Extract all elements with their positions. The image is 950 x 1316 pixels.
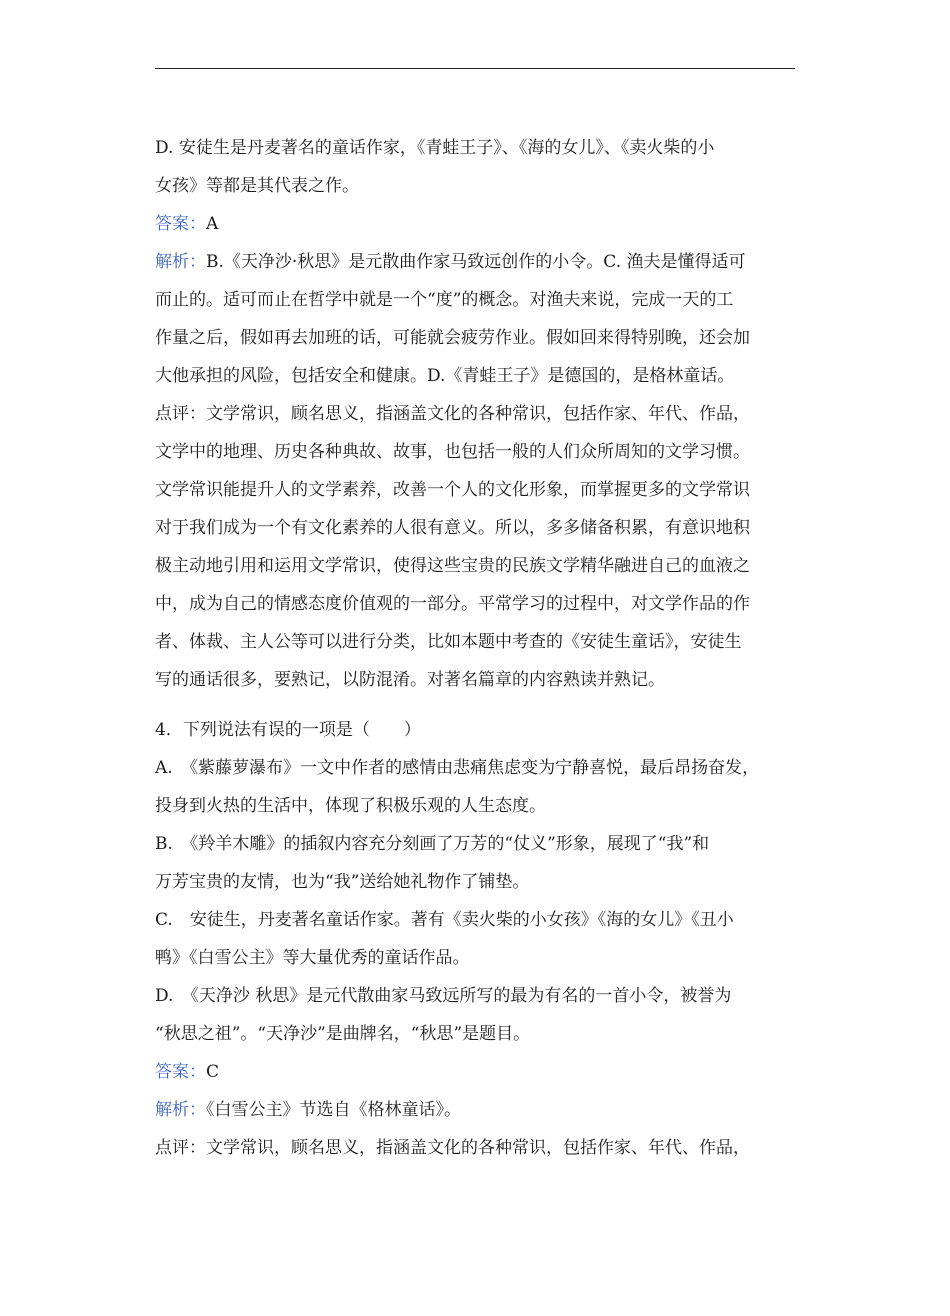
line-text: “秋思之祖”。“天净沙”是曲牌名，“秋思”是题目。 <box>155 1024 531 1044</box>
text-line <box>155 213 815 235</box>
line-text: 鸭》《白雪公主》等大量优秀的童话作品。 <box>155 948 470 968</box>
line-text: 大他承担的风险，包括安全和健康。D.《青蛙王子》是德国的，是格林童话。 <box>155 366 735 386</box>
line-text: 投身到火热的生活中，体现了积极乐观的人生态度。 <box>155 796 546 816</box>
text-line <box>155 289 815 311</box>
line-text: 对于我们成为一个有文化素养的人很有意义。所以，多多储备积累，有意识地积 <box>155 518 750 538</box>
text-line <box>155 909 815 931</box>
text-line <box>155 327 815 349</box>
text-line <box>155 441 815 463</box>
text-line <box>155 833 815 855</box>
line-text: 《白雪公主》节选自《格林童话》。 <box>206 1100 461 1120</box>
text-line <box>155 1061 815 1083</box>
line-text: 中，成为自己的情感态度价值观的一部分。平常学习的过程中，对文学作品的作 <box>155 594 750 614</box>
line-text: 而止的。适可而止在哲学中就是一个“度”的概念。对渔夫来说，完成一天的工 <box>155 290 734 310</box>
line-text: A <box>206 214 219 234</box>
text-line <box>155 985 815 1007</box>
line-text: 写的通话很多，要熟记，以防混淆。对著名篇章的内容熟读并熟记。 <box>155 670 665 690</box>
line-text: 女孩》等都是其代表之作。 <box>155 176 359 196</box>
text-line <box>155 479 815 501</box>
text-line <box>155 631 815 653</box>
text-line <box>155 1023 815 1045</box>
line-text: 极主动地引用和运用文学常识，使得这些宝贵的民族文学精华融进自己的血液之 <box>155 556 750 576</box>
line-text: B. 《羚羊木雕》的插叙内容充分刻画了万芳的“仗义”形象，展现了“我”和 <box>155 834 710 854</box>
text-line <box>155 757 815 779</box>
line-text: 者、体裁、主人公等可以进行分类，比如本题中考查的《安徒生童话》，安徒生 <box>155 632 742 652</box>
text-line <box>155 719 815 741</box>
line-text: 作量之后，假如再去加班的话，可能就会疲劳作业。假如回来得特别晚，还会加 <box>155 328 750 348</box>
line-text: C <box>206 1062 220 1082</box>
text-line <box>155 555 815 577</box>
line-text: 文学常识能提升人的文学素养，改善一个人的文化形象，而掌握更多的文学常识 <box>155 480 750 500</box>
text-line <box>155 403 815 425</box>
analysis-label: 解析： <box>155 1100 206 1120</box>
line-text: B.《天净沙·秋思》是元散曲作家马致远创作的小令。C. 渔夫是懂得适可 <box>206 252 746 272</box>
header-rule <box>155 68 795 69</box>
line-text: D. 安徒生是丹麦著名的童话作家，《青蛙王子》、《海的女儿》、《卖火柴的小 <box>155 138 715 158</box>
line-text: A. 《紫藤萝瀑布》一文中作者的感情由悲痛焦虑变为宁静喜悦，最后昂扬奋发， <box>155 758 760 778</box>
line-text: 点评：文学常识，顾名思义，指涵盖文化的各种常识，包括作家、年代、作品， <box>155 404 750 424</box>
answer-label: 答案： <box>155 1062 206 1082</box>
text-line <box>155 137 815 159</box>
text-line <box>155 669 815 691</box>
text-line <box>155 947 815 969</box>
line-text: 4．下列说法有误的一项是（ ） <box>155 720 421 740</box>
text-line <box>155 517 815 539</box>
text-line <box>155 251 815 273</box>
text-line <box>155 795 815 817</box>
text-line <box>155 1137 815 1159</box>
analysis-label: 解析： <box>155 252 206 272</box>
text-line <box>155 1099 815 1121</box>
line-text: 点评：文学常识，顾名思义，指涵盖文化的各种常识，包括作家、年代、作品， <box>155 1138 750 1158</box>
line-text: 万芳宝贵的友情，也为“我”送给她礼物作了铺垫。 <box>155 872 530 892</box>
text-line <box>155 871 815 893</box>
line-text: C. 安徒生，丹麦著名童话作家。著有《卖火柴的小女孩》《海的女儿》《丑小 <box>155 910 734 930</box>
text-line <box>155 365 815 387</box>
text-line <box>155 593 815 615</box>
answer-label: 答案： <box>155 214 206 234</box>
text-line <box>155 175 815 197</box>
line-text: D. 《天净沙 秋思》是元代散曲家马致远所写的最为有名的一首小令，被誉为 <box>155 986 732 1006</box>
line-text: 文学中的地理、历史各种典故、故事，也包括一般的人们众所周知的文学习惯。 <box>155 442 750 462</box>
